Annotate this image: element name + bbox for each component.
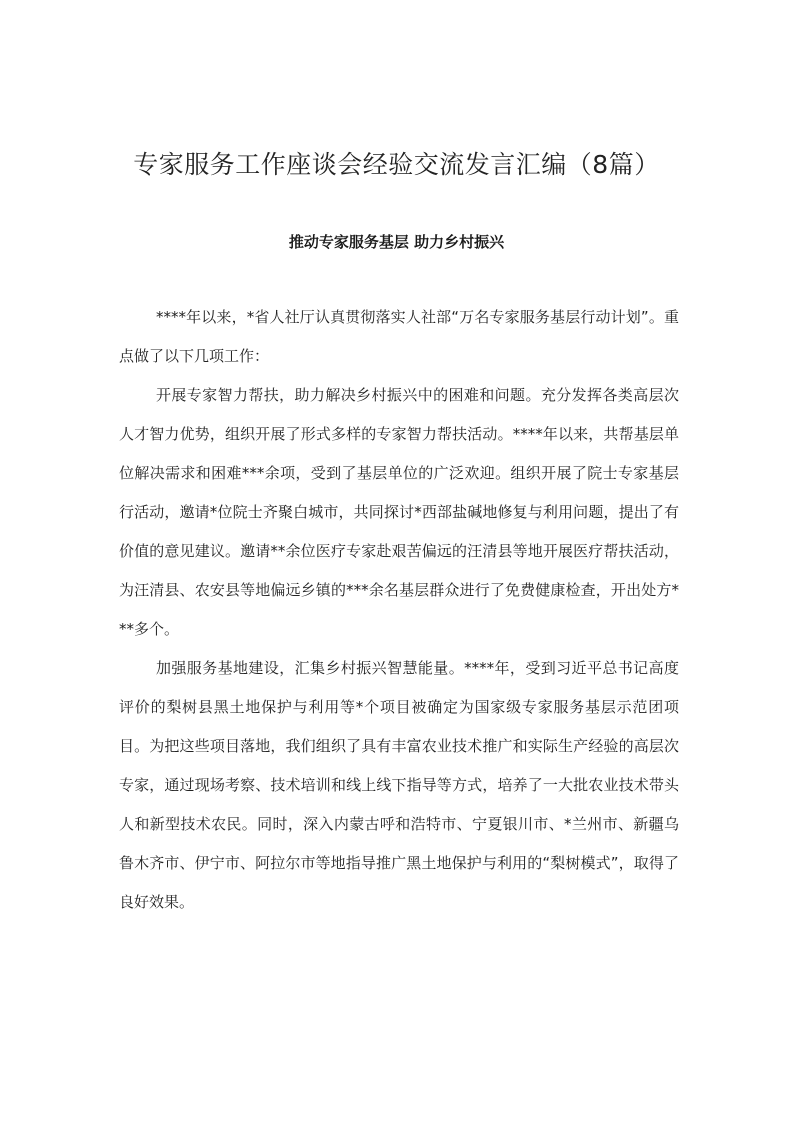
article-title: 推动专家服务基层 助力乡村振兴 bbox=[288, 233, 505, 252]
paragraph-intro: ****年以来，*省人社厅认真贯彻落实人社部“万名专家服务基层行动计划”。重点做了以下几项工作： bbox=[119, 308, 679, 365]
paragraph-service-base: 加强服务基地建设，汇集乡村振兴智慧能量。****年，受到习近平总书记高度评价的梨树县黑土地保护与利用等*个项目被确定为国家级专家服务基层示范团项目。为把这些项目落地，我们组织了具有丰富农业技术推广和实际生产经验的高层次专家，通过现场考察、技术培训和线上线下指导等方式，培养了一大批农业技术带头人和新型技术农民。同时，深入内蒙古呼和浩特市、宁夏银川市、*兰州市、新疆乌鲁木齐市、伊宁市、阿拉尔市等地指导推广黑土地保护与利用的“梨树模式”，取得了良好效果。 bbox=[119, 659, 679, 911]
paragraph-expert-assistance: 开展专家智力帮扶，助力解决乡村振兴中的困难和问题。充分发挥各类高层次人才智力优势，组织开展了形式多样的专家智力帮扶活动。****年以来，共帮基层单位解决需求和困难***余项，受到了基层单位的广泛欢迎。组织开展了院士专家基层行活动，邀请*位院士齐聚白城市，共同探讨*西部盐碱地修复与利用问题，提出了有价值的意见建议。邀请**余位医疗专家赴艰苦偏远的汪清县等地开展医疗帮扶活动，为汪清县、农安县等地偏远乡镇的***余名基层群众进行了免费健康检查，开出处方***多个。 bbox=[119, 386, 679, 638]
document-title: 专家服务工作座谈会经验交流发言汇编（8篇） bbox=[133, 149, 660, 179]
article-body bbox=[119, 298, 679, 922]
